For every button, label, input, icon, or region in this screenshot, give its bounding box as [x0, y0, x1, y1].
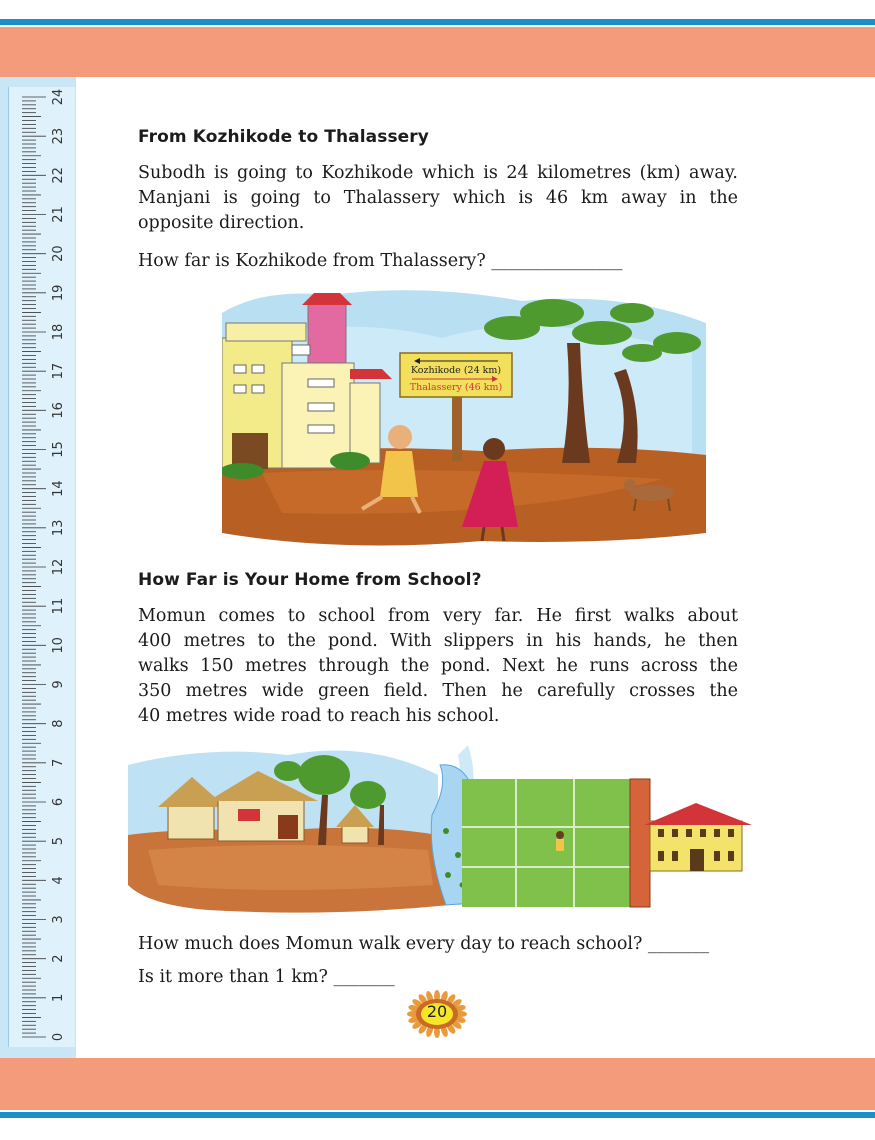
ruler-label: 9: [51, 680, 66, 689]
top-header-band: [0, 27, 875, 77]
ruler-label: 24: [51, 88, 66, 106]
ruler-label: 0: [51, 1032, 66, 1042]
paragraph-momun: [138, 604, 738, 729]
ruler-ticks: [0, 77, 76, 1058]
question-total-walk: How much does Momun walk every day to reach school? _______: [138, 934, 710, 954]
ruler-label: 5: [51, 837, 66, 846]
ruler-label: 4: [51, 876, 66, 885]
ruler-label: 12: [51, 558, 66, 576]
bottom-blue-rule: [0, 1112, 875, 1118]
ruler-label: 8: [51, 719, 66, 728]
paragraph-line: 40 metres wide road to reach his school.: [138, 706, 500, 726]
paragraph-line: Manjani is going to Thalassery which is 46 km away in the: [138, 188, 738, 208]
bottom-footer-band: [0, 1058, 875, 1110]
ruler-label: 13: [51, 519, 66, 537]
paragraph-line: Momun comes to school from very far. He first walks about: [138, 606, 738, 626]
paragraph-subodh: [138, 161, 738, 236]
paragraph-line: walks 150 metres through the pond. Next he runs across the: [138, 656, 738, 676]
paragraph-line: opposite direction.: [138, 213, 305, 233]
section-heading-kozhikode: From Kozhikode to Thalassery: [138, 127, 429, 147]
ruler-label: 3: [51, 915, 66, 924]
ruler-label: 11: [51, 597, 66, 615]
ruler-label: 15: [51, 441, 66, 458]
ruler-label: 14: [51, 480, 66, 497]
ruler-label: 23: [51, 127, 66, 145]
ruler-label: 1: [51, 993, 66, 1002]
ruler-label: 19: [51, 284, 66, 302]
signboard-kozhikode: Kozhikode (24 km): [410, 365, 502, 376]
ruler-label: 18: [51, 323, 66, 341]
ruler-label: 6: [51, 797, 66, 807]
path-to-school-illustration: [128, 735, 752, 917]
ruler-label: 16: [51, 402, 66, 419]
question-distance: How far is Kozhikode from Thalassery? _______________: [138, 251, 623, 271]
ruler-label: 20: [51, 245, 66, 262]
top-blue-rule: [0, 19, 875, 25]
ruler-label: 22: [51, 167, 66, 184]
ruler-label: 21: [51, 206, 66, 223]
signboard-thalassery: Thalassery (46 km): [409, 382, 503, 393]
paragraph-line: Subodh is going to Kozhikode which is 24 kilometres (km) away.: [138, 163, 738, 183]
page-number: 20: [426, 1002, 448, 1021]
ruler-label: 7: [51, 758, 66, 767]
section-heading-home-school: How Far is Your Home from School?: [138, 570, 482, 590]
ruler-label: 2: [51, 954, 66, 963]
road-scene-illustration: [222, 283, 706, 561]
ruler-label: 10: [51, 637, 66, 654]
paragraph-line: 400 metres to the pond. With slippers in his hands, he then: [138, 631, 738, 651]
question-more-than-km: Is it more than 1 km? _______: [138, 967, 395, 987]
ruler-label: 17: [51, 362, 66, 380]
paragraph-line: 350 metres wide green field. Then he carefully crosses the: [138, 681, 738, 701]
side-ruler: [0, 77, 76, 1058]
